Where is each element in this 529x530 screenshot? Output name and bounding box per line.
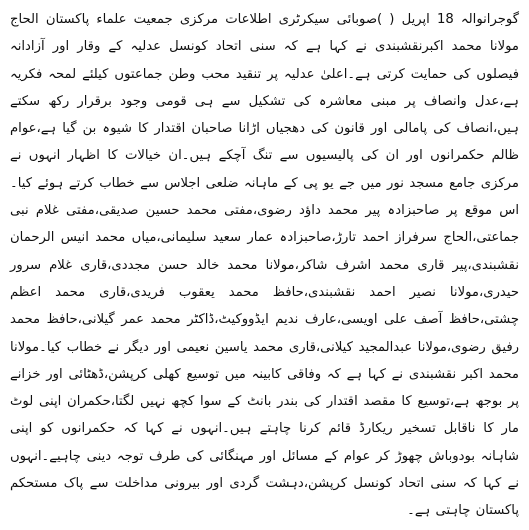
article-body: گوجرانوالہ 18 اپریل ( )صوبائی سیکرٹری اطلاعات مرکزی جمعیت علماء پاکستان الحاج مولانا محمد اکبرنقشبندی نے کہا ہے کہ سنی اتحاد کونسل عدلیہ کے وقار اور آزادانہ فیصلوں کی حمایت کرتی ہے۔اعلیٰ عدلیہ پر تنقید محب وطن جماعتوں کیلئے لمحہ فکریہ ہے،عدل وانصاف پر مبنی معاشرہ کی تشکیل سے ہی قومی وجود برقرار رکھ سکتے ہیں،انصاف کی پامالی اور قانون کی دھجیاں اڑانا صاحبان اقتدار کا شیوہ بن گیا ہے،عوام ظالم حکمرانوں اور ان کی پالیسیوں سے تنگ آچکے ہیں۔ان خیالات کا اظہار انہوں نے مرکزی جامع مسجد نور میں جے یو پی کے ماہانہ ضلعی اجلاس سے خطاب کرتے ہوئے کیا۔اس موقع پر صاحبزادہ پیر محمد داؤد رضوی،مفتی محمد حسین صدیقی،مفتی غلام نبی جماعتی،الحاج سرفراز احمد تارڑ،صاحبزادہ عمار سعید سلیمانی،میاں محمد انیس الرحمان نقشبندی،پیر قاری محمد اشرف شاکر،مولانا محمد خالد حسن مجددی،قاری غلام سرور حیدری،مولانا نصیر احمد نقشبندی،حافظ محمد یعقوب فریدی،قاری محمد اعظم چشتی،حافظ آصف علی اویسی،عارف ندیم ایڈووکیٹ،ڈاکٹر محمد عمر گیلانی،حافظ محمد رفیق رضوی،مولانا عبدالمجید کیلانی،قاری محمد یاسین نعیمی اور دیگر نے خطاب کیا۔مولانا محمد اکبر نقشبندی نے کہا ہے کہ وفاقی کابینہ میں توسیع کھلی کرپشن،ڈھٹائی اور خزانے پر بوجھ ہے،توسیع کا مقصد اقتدار کی بندر بانٹ کے سوا کچھ نہیں لگتا،حکمران اپنی لوٹ مار کا ناقابل تسخیر ریکارڈ قائم کرنا چاہتے ہیں۔انہوں نے کہا کہ حکمرانوں کو اپنی شاہانہ بودوباش چھوڑ کر عوام کے مسائل اور مہنگائی کی طرف توجہ دینی چاہیے۔انہوں نے کہا کہ سنی اتحاد کونسل کرپشن،دہشت گردی اور بیرونی مداخلت سے پاک مستحکم پاکستان چاہتی ہے۔ (10, 12, 519, 519)
